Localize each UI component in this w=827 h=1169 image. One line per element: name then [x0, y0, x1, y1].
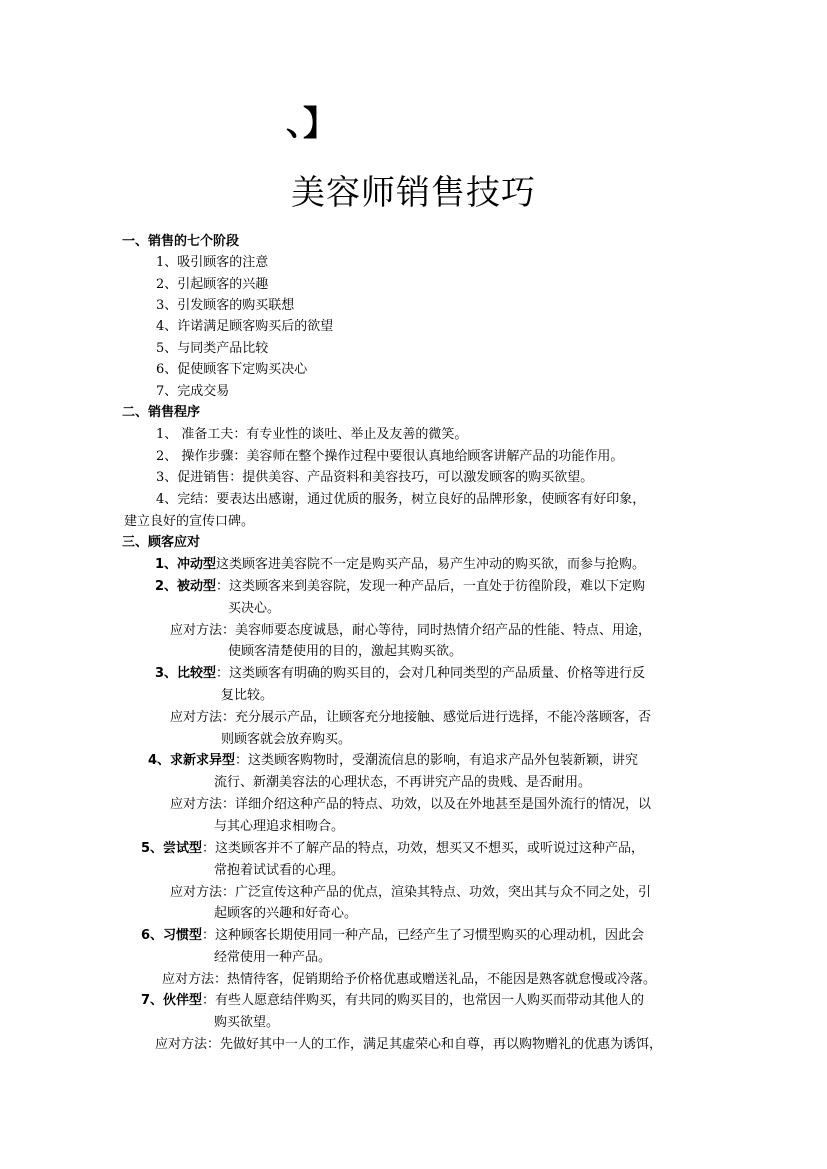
type-method: 应对方法：美容师要态度诚恳，耐心等待，同时热情介绍产品的性能、特点、用途，: [170, 623, 652, 638]
section2-item-continued: 建立良好的宣传口碑。: [124, 514, 255, 529]
type-description: 这类顾客进美容院不一定是购买产品，易产生冲动的购买欲，而参与抢购。: [216, 557, 646, 572]
header-mark: 、】: [286, 104, 337, 144]
section2-heading: 二、销售程序: [122, 405, 201, 420]
type-description: ：这类顾客有明确的购买目的，会对几种同类型的产品质量、价格等进行反: [216, 666, 646, 681]
type-description: ：这种顾客长期使用同一种产品，已经产生了习惯型购买的心理动机，因此会: [202, 928, 645, 943]
type-method: 应对方法：广泛宣传这种产品的优点，渲染其特点、功效，突出其与众不同之处，引: [170, 885, 652, 900]
customer-type-6: [141, 926, 644, 946]
type-method: 应对方法：先做好其中一人的工作，满足其虚荣心和自尊，再以购物赠礼的优惠为诱饵，: [155, 1037, 663, 1052]
section1-item: 7、完成交易: [156, 384, 230, 399]
section2-item: 1、 准备工夫：有专业性的谈吐、举止及友善的微笑。: [156, 427, 468, 442]
type-description-continued: 流行、新潮美容法的心理状态，不再讲究产品的贵贱、是否耐用。: [214, 775, 592, 790]
customer-type-3: [155, 664, 645, 684]
type-label: 7、伙伴型: [141, 993, 203, 1008]
type-method-continued: 与其心理追求相吻合。: [214, 819, 345, 834]
customer-type-1: [155, 555, 645, 575]
type-description: ：这类顾客并不了解产品的特点，功效，想买又不想买，或听说过这种产品，: [202, 841, 645, 856]
type-description: ：有些人愿意结伴购买，有共同的购买目的，也常因一人购买而带动其他人的: [202, 993, 645, 1008]
type-method-continued: 则顾客就会放弃购买。: [221, 732, 352, 747]
type-label: 3、比较型: [155, 666, 217, 681]
type-method-continued: 使顾客清楚使用的目的，激起其购买欲。: [228, 644, 463, 659]
section2-item: 3、促进销售：提供美容、产品资料和美容技巧，可以激发顾客的购买欲望。: [156, 470, 594, 485]
type-method-continued: 起顾客的兴趣和好奇心。: [214, 906, 358, 921]
type-description-continued: 复比较。: [221, 688, 274, 703]
section1-item: 6、促使顾客下定购买决心: [156, 362, 308, 377]
type-method: 应对方法：详细介绍这种产品的特点、功效，以及在外地甚至是国外流行的情况，以: [170, 797, 652, 812]
type-method: 应对方法：热情待客，促销期给予价格优惠或赠送礼品，不能因是熟客就怠慢或冷落。: [162, 972, 657, 987]
type-description-continued: 购买欲望。: [214, 1015, 280, 1030]
customer-type-4: [148, 751, 638, 771]
customer-type-5: [141, 839, 644, 859]
section2-item: 4、完结：要表达出感谢，通过优质的服务，树立良好的品牌形象，使顾客有好印象，: [156, 492, 646, 507]
section1-item: 5、与同类产品比较: [156, 341, 269, 356]
type-label: 1、冲动型: [155, 557, 217, 572]
section3-heading: 三、顾客应对: [122, 535, 201, 550]
type-description-continued: 常抱着试试看的心理。: [214, 863, 345, 878]
section1-item: 2、引起顾客的兴趣: [156, 277, 269, 292]
type-description-continued: 买决心。: [228, 601, 281, 616]
type-description: ：这类顾客来到美容院，发现一种产品后，一直处于彷徨阶段，难以下定购: [216, 579, 646, 594]
type-method: 应对方法：充分展示产品，让顾客充分地接触、感觉后进行选择，不能冷落顾客，否: [170, 710, 652, 725]
type-description: ：这类顾客购物时，受潮流信息的影响，有追求产品外包装新颖，讲究: [235, 753, 639, 768]
customer-type-2: [155, 577, 645, 597]
type-label: 5、尝试型: [141, 841, 203, 856]
page-title: 美容师销售技巧: [291, 173, 536, 213]
section1-item: 3、引发顾客的购买联想: [156, 298, 295, 313]
section1-item: 1、吸引顾客的注意: [156, 255, 269, 270]
type-description-continued: 经常使用一种产品。: [214, 950, 332, 965]
customer-type-7: [141, 991, 644, 1011]
section2-item: 2、 操作步骤：美容师在整个操作过程中要很认真地给顾客讲解产品的功能作用。: [156, 449, 624, 464]
type-label: 6、习惯型: [141, 928, 203, 943]
section1-item: 4、许诺满足顾客购买后的欲望: [156, 319, 334, 334]
type-label: 2、被动型: [155, 579, 217, 594]
type-label: 4、求新求异型: [148, 753, 236, 768]
section1-heading: 一、销售的七个阶段: [122, 234, 240, 249]
